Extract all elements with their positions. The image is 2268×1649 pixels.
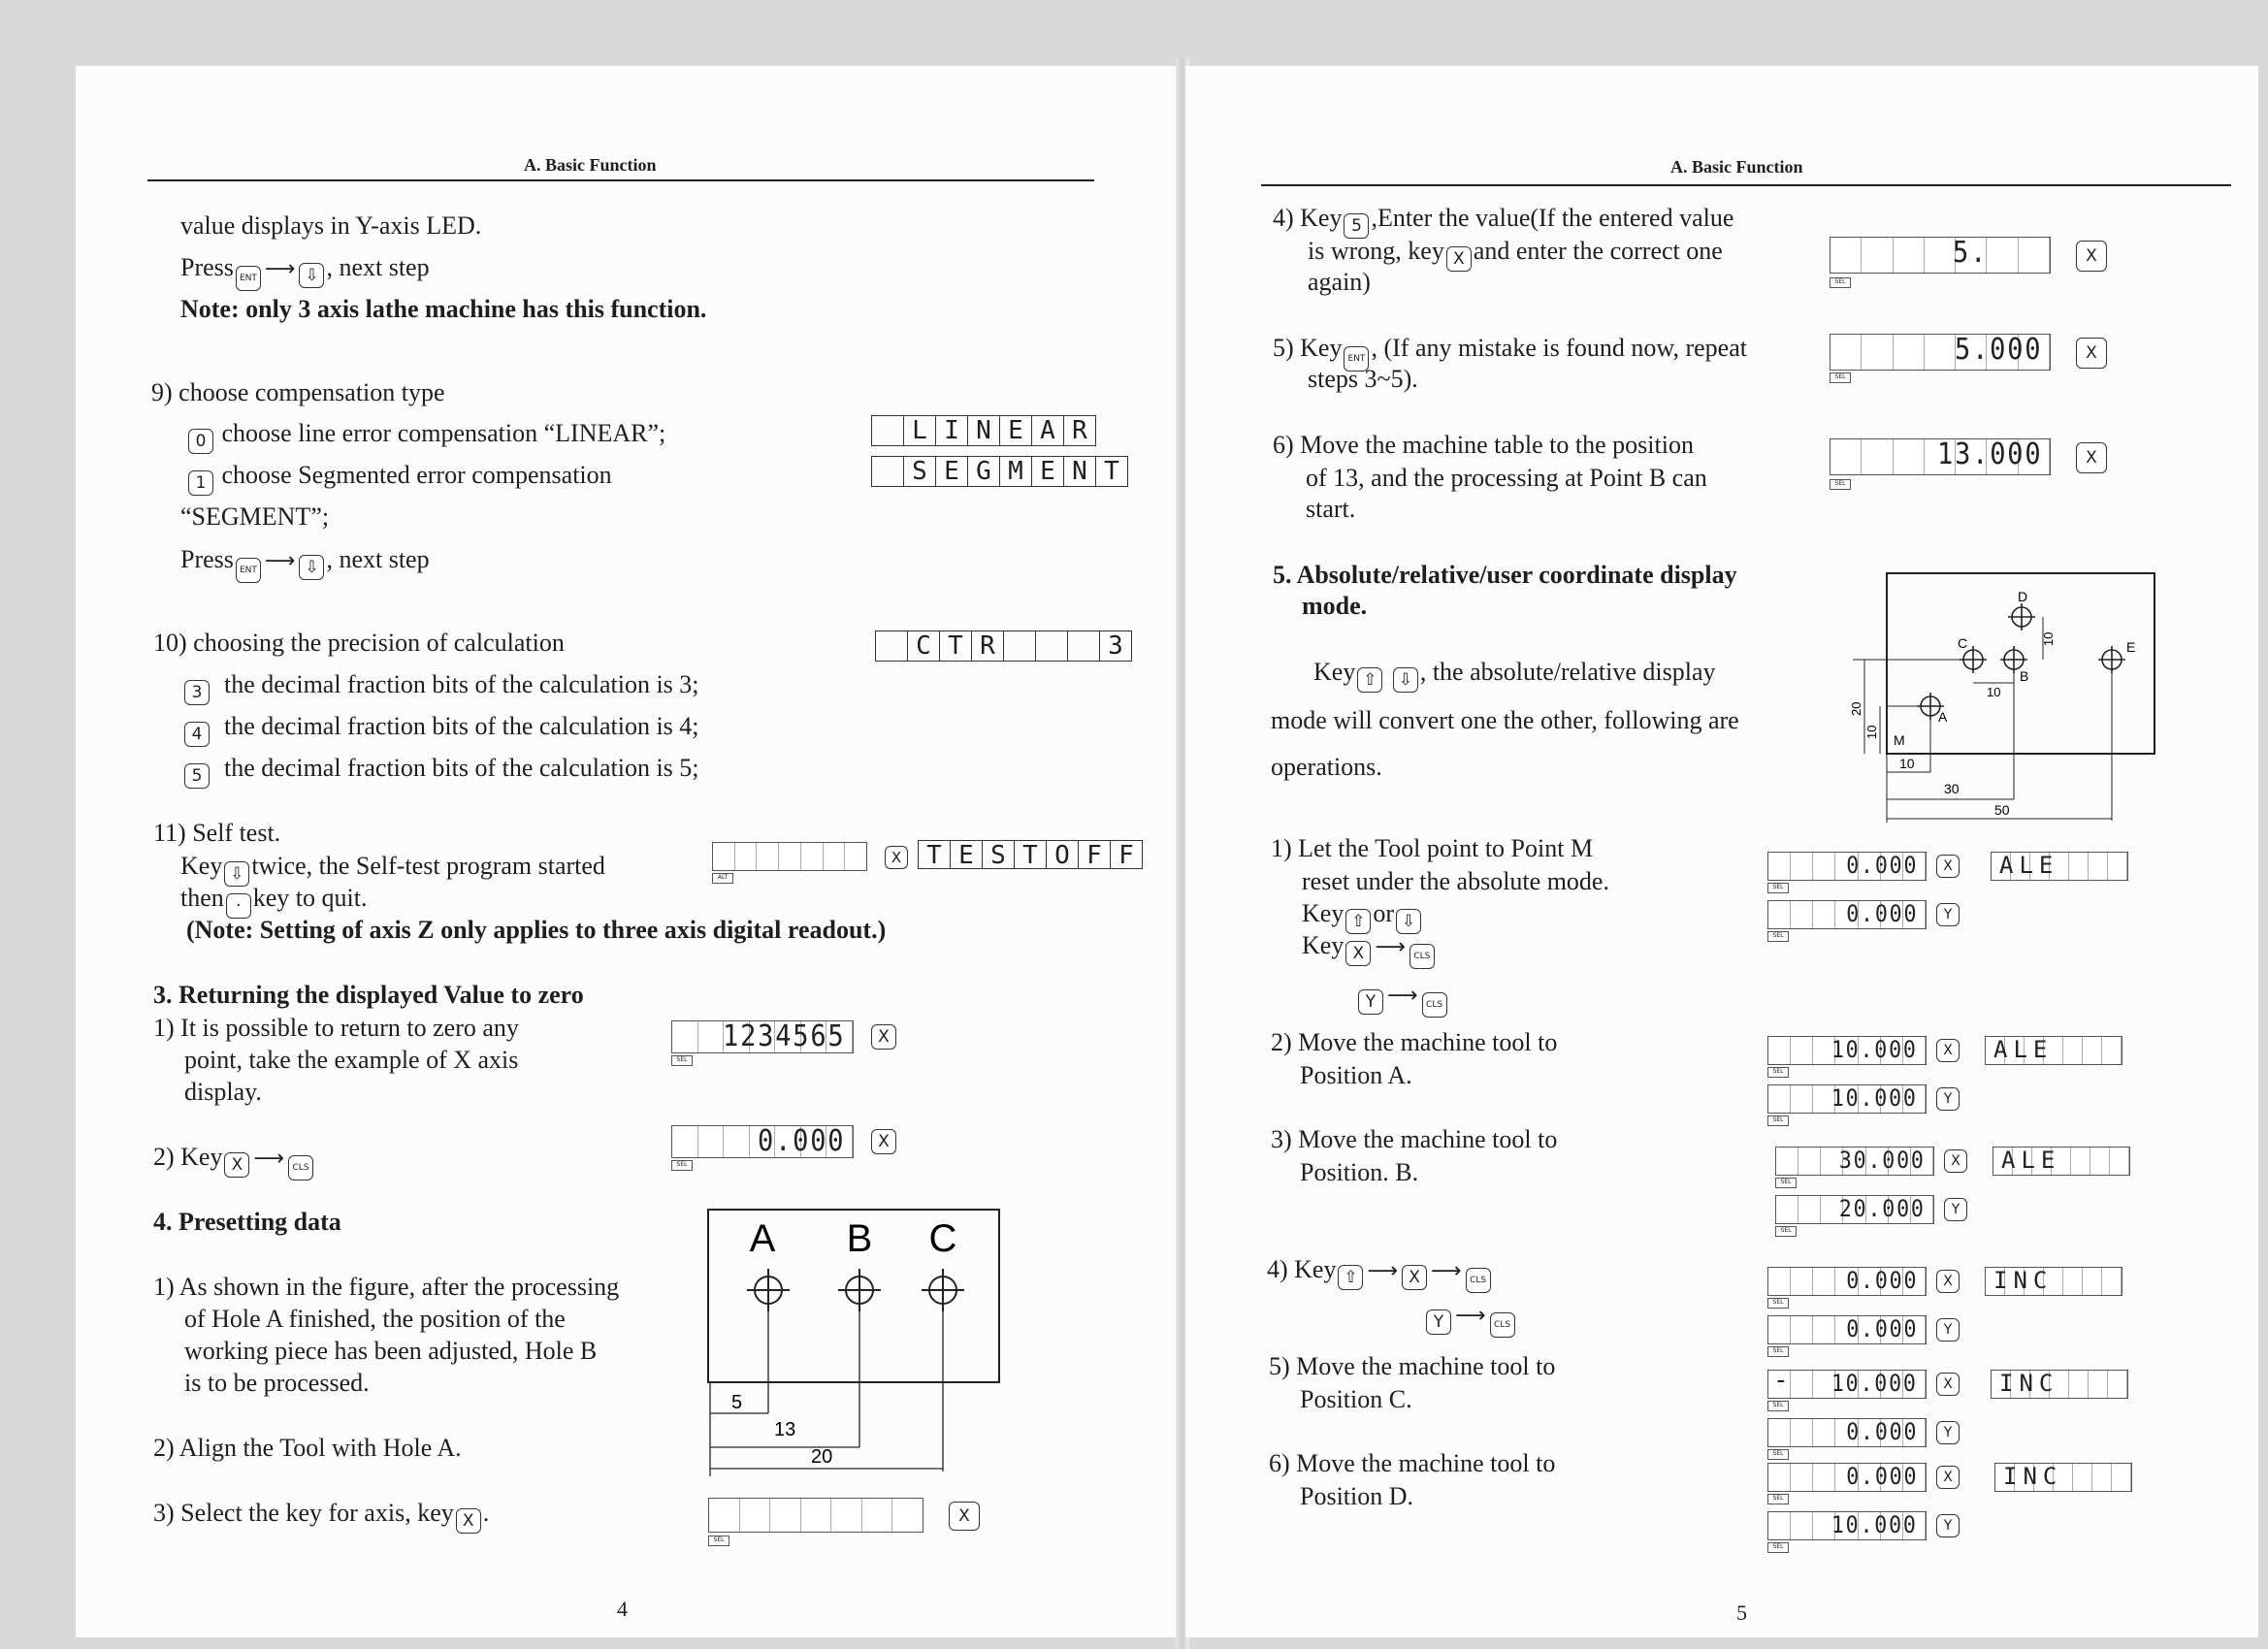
x-key-icon: X [1936,1039,1960,1062]
press-next-step-1 [180,251,430,291]
x-key-icon: X [1345,941,1371,966]
readout-mode-value: ALE [2001,1147,2061,1174]
self-test-note: (Note: Setting of axis Z only applies to three axis digital readout.) [186,916,887,944]
readout-y-1 [1767,900,1927,929]
arrow-icon: ⟶ [253,1147,285,1171]
s3-1-line2: point, take the example of X axis [184,1046,519,1074]
label-c: C [1958,635,1968,651]
readout-x-6 [1767,1463,1927,1492]
y-key-icon: Y [1936,1087,1960,1111]
x-key-icon: X [456,1508,481,1534]
sel-label: SEL [1830,277,1851,288]
sel-label: SEL [1767,1449,1789,1460]
r4-correct-text: and enter the correct one [1473,237,1723,265]
display-char: S [983,841,1015,868]
section-11-title: 11) Self test. [153,819,281,847]
y-key-icon: Y [1936,1514,1960,1537]
section-3-title: 3. Returning the displayed Value to zero [153,981,584,1009]
down-arrow-key-icon: ⇩ [224,861,249,887]
x-key-icon: X [2076,241,2107,272]
hole-b-label: B [846,1217,873,1260]
left-header-rule [147,179,1094,181]
display-char: I [936,416,968,445]
display-char: T [919,841,951,868]
o1-line2: reset under the absolute mode. [1302,867,1609,895]
dim-5: 5 [731,1392,743,1413]
key-label: Key [180,852,223,880]
zero-key-icon: 0 [188,429,213,454]
sel-label: SEL [1767,1542,1789,1553]
alt-label: ALT [712,873,733,884]
key-label: Key [1302,931,1345,959]
sel-label: SEL [1830,479,1851,490]
hole-a-label: A [749,1217,776,1260]
cls-key-icon: CLS [1490,1312,1515,1338]
x-key-icon: X [2076,338,2107,369]
sel-label: SEL [708,1536,729,1546]
empty-x-display [708,1498,923,1533]
display-char: R [972,631,1004,661]
s3-1-line3: display. [184,1078,262,1106]
readout-mode-value: INC [2003,1463,2063,1490]
display-char: E [951,841,983,868]
sel-label: SEL [1767,1067,1789,1078]
x-key-icon: X [1936,1466,1960,1489]
hole-position-figure [698,1205,1009,1476]
next-step-label: , next step [326,545,430,573]
o5-line2: Position C. [1300,1385,1412,1413]
press-label: Press [180,545,234,573]
display-value: 5. [1952,237,1988,270]
down-arrow-key-icon: ⇩ [299,263,324,288]
up-arrow-key-icon: ⇧ [1357,667,1382,693]
dim-dc-10: 10 [2041,631,2056,646]
readout-y-value: 0.000 [1845,900,1918,927]
option-segment-text: choose Segmented error compensation [221,461,612,489]
readout-y-3 [1775,1195,1934,1224]
x-key-icon: X [224,1152,249,1178]
readout-y-value: 0.000 [1845,1315,1918,1342]
testoff-display [918,840,1143,869]
arrow-icon: ⟶ [264,549,296,573]
one-key-icon: 1 [188,470,213,496]
x-key-icon: X [1936,1373,1960,1396]
display-char: G [968,457,1000,486]
display-value: 1234565 [722,1020,845,1053]
sel-label: SEL [671,1160,693,1171]
readout-x-4 [1767,1267,1927,1296]
s3-1-line1: 1) It is possible to return to zero any [153,1014,519,1042]
cls-key-icon: CLS [1466,1268,1491,1293]
sel-label: SEL [1767,1346,1789,1357]
ent-key-icon: ENT [236,266,261,291]
dim-10-horz: 10 [1899,756,1915,771]
x-key-icon: X [1402,1265,1427,1290]
key-label: Key [1313,658,1356,686]
sel-label: SEL [1767,1298,1789,1309]
then-label: then [180,884,224,912]
display-char: E [1032,457,1064,486]
next-step-label: , next step [326,253,430,281]
key-label: Key [1302,899,1345,927]
display-char [872,457,904,486]
quit-text: key to quit. [252,884,368,912]
x-key-icon: X [871,1024,896,1050]
x-key-icon: X [1936,855,1960,878]
readout-mode-value: ALE [1999,852,2059,879]
or-label: or [1373,899,1394,927]
p5-line2: mode will convert one the other, following are [1271,706,1739,734]
sel-label: SEL [1767,1116,1789,1126]
select-key-text: 3) Select the key for axis, key [153,1499,454,1527]
o1-line5 [1356,978,1449,1018]
s3-2 [153,1141,315,1180]
label-a: A [1938,709,1948,725]
section-5-title-line2: mode. [1302,592,1368,620]
section-9-title: 9) choose compensation type [151,378,445,406]
option-segment [186,459,612,496]
readout-x-value: 0.000 [1845,1463,1918,1490]
s4-1-line1: 1) As shown in the figure, after the processing [153,1273,620,1301]
press-next-step-2 [180,543,430,583]
display-char: S [904,457,936,486]
y-key-icon: Y [1944,1198,1967,1221]
readout-x-1 [1767,852,1927,881]
sel-label: SEL [1775,1226,1797,1237]
display-char [1036,631,1068,661]
key-label: 2) Key [153,1143,223,1171]
hole-c-label: C [928,1217,957,1260]
dim-20: 20 [1849,701,1863,716]
precision-3-text: the decimal fraction bits of the calculation is 3; [224,670,699,698]
readout-x-2 [1767,1036,1927,1065]
display-char: F [1118,841,1134,870]
s4-2: 2) Align the Tool with Hole A. [153,1434,462,1462]
arrow-icon: ⟶ [1387,984,1418,1008]
x-key-icon: X [871,1129,896,1154]
three-key-icon: 3 [184,680,210,705]
section-5-title: 5. Absolute/relative/user coordinate display [1273,561,1737,589]
segment-quote: “SEGMENT”; [180,502,330,531]
display-char: A [1032,416,1064,445]
sel-label: SEL [1767,1494,1789,1504]
s4-3: 3) Select the key for axis, key X . [153,1497,489,1534]
y-key-icon: Y [1358,989,1383,1015]
key-label: 4) Key [1273,204,1343,232]
dim-30: 30 [1944,781,1960,796]
dim-10-vert: 10 [1864,725,1879,739]
text-y-axis-led: value displays in Y-axis LED. [180,211,482,240]
y-key-icon: Y [1936,903,1960,926]
ctr-display [875,630,1132,662]
linear-display [871,415,1096,446]
left-page-header: A. Basic Function [524,155,657,175]
segment-display [871,456,1128,487]
display-char [1068,631,1100,661]
ent-key-icon: ENT [236,558,261,583]
readout-y-value: 10.000 [1831,1084,1918,1112]
readout-y-value: 0.000 [1845,1418,1918,1445]
readout-mode-4 [1985,1267,2122,1296]
label-d: D [2018,589,2028,604]
key-label: 4) Key [1267,1255,1337,1283]
y-key-icon: Y [1936,1318,1960,1342]
arrow-icon: ⟶ [1431,1259,1462,1283]
sel-label: SEL [1767,883,1789,893]
display-1234565 [671,1020,854,1053]
precision-4-text: the decimal fraction bits of the calculation is 4; [224,712,699,740]
s4-1-line2: of Hole A finished, the position of the [184,1305,566,1333]
display-r6 [1830,438,2051,475]
readout-y-6 [1767,1511,1927,1540]
down-arrow-key-icon: ⇩ [1393,667,1418,693]
cls-key-icon: CLS [288,1155,313,1180]
sel-label: SEL [1767,1401,1789,1411]
readout-mode-1 [1991,852,2128,881]
o1-line4 [1302,929,1437,969]
sel-label: SEL [1767,931,1789,942]
sel-label: SEL [1830,372,1851,383]
display-char [872,416,904,445]
self-test-twice-text: twice, the Self-test program started [251,852,605,880]
readout-mode-5 [1991,1370,2128,1399]
o2-line2: Position A. [1300,1061,1412,1089]
label-m: M [1894,732,1905,748]
display-char: M [1000,457,1032,486]
display-char: E [1000,416,1032,445]
note-3-axis-lathe: Note: only 3 axis lathe machine has this function. [180,295,707,323]
display-char: 3 [1108,631,1123,661]
left-page-number: 4 [617,1597,628,1621]
readout-x-5 [1767,1370,1927,1399]
readout-mode-value: INC [1993,1267,2054,1294]
readout-x-value: 0.000 [1845,1267,1918,1294]
display-char: N [968,416,1000,445]
precision-3 [182,668,699,705]
x-key-icon: X [2076,442,2107,473]
display-char: O [1047,841,1079,868]
display-r5 [1830,334,2051,371]
readout-x-value: 30.000 [1839,1147,1926,1174]
option-linear [186,417,665,454]
readout-y-value: 20.000 [1839,1195,1926,1222]
precision-5 [182,752,699,789]
readout-mode-3 [1993,1147,2130,1176]
down-arrow-key-icon: ⇩ [299,555,324,580]
o6-line1: 6) Move the machine tool to [1269,1449,1556,1477]
readout-y-value: 10.000 [1831,1511,1918,1538]
s4-1-line4: is to be processed. [184,1369,370,1397]
o6-line2: Position D. [1300,1482,1414,1510]
dim-50: 50 [1994,802,2010,818]
display-char: N [1064,457,1096,486]
display-char: R [1072,416,1087,445]
r6-line1: 6) Move the machine table to the position [1273,431,1694,459]
readout-x-3 [1775,1147,1934,1176]
sel-label: SEL [1775,1178,1797,1188]
up-arrow-key-icon: ⇧ [1345,909,1371,934]
ent-key-icon: ENT [1344,346,1369,372]
self-test-blank-display [712,842,867,871]
readout-y-2 [1767,1084,1927,1114]
display-char: C [908,631,940,661]
o4-line2 [1424,1298,1517,1338]
display-value: 0.000 [757,1125,845,1158]
cls-key-icon: CLS [1409,944,1435,969]
y-key-icon: Y [1936,1421,1960,1444]
readout-mode-value: INC [1999,1370,2059,1397]
arrow-icon: ⟶ [1455,1304,1486,1328]
display-value: 13.000 [1936,438,2042,471]
dim-20: 20 [811,1446,833,1468]
display-value: 5.000 [1954,334,2042,367]
five-key-icon: 5 [184,763,210,789]
x-key-icon: X [1936,1270,1960,1293]
right-page-number: 5 [1736,1600,1747,1625]
five-key-icon: 5 [1344,213,1369,239]
arrow-icon: ⟶ [1367,1259,1399,1283]
dim-cb-10: 10 [1987,685,2001,699]
x-key-icon: X [949,1502,980,1531]
display-char: L [904,416,936,445]
r5-line2: steps 3~5). [1308,365,1418,393]
readout-y-4 [1767,1315,1927,1344]
display-char: T [1104,457,1119,486]
up-arrow-key-icon: ⇧ [1338,1265,1363,1290]
arrow-icon: ⟶ [264,257,296,281]
p5-text: , the absolute/relative display [1419,658,1716,686]
press-label: Press [180,253,234,281]
p5-line1 [1313,656,1716,693]
option-linear-text: choose line error compensation “LINEAR”; [221,419,666,447]
readout-x-value: 10.000 [1831,1370,1918,1397]
display-char: F [1079,841,1111,868]
right-header-rule [1261,184,2231,186]
x-key-icon: X [885,846,908,869]
x-key-icon: X [1944,1149,1967,1173]
r4-line3: again) [1308,268,1371,296]
readout-x-value: 0.000 [1845,852,1918,879]
y-key-icon: Y [1426,1310,1451,1335]
readout-x-value: 10.000 [1831,1036,1918,1063]
readout-y-5 [1767,1418,1927,1447]
arrow-icon: ⟶ [1375,935,1406,959]
key-label: 5) Key [1273,334,1343,362]
x-key-icon: X [1446,246,1472,272]
r4-wrong-text: is wrong, key [1308,237,1444,265]
coordinate-figure [1814,568,2163,830]
display-zero [671,1125,854,1158]
r6-line2: of 13, and the processing at Point B can [1306,464,1707,492]
s4-1-line3: working piece has been adjusted, Hole B [184,1337,598,1365]
cls-key-icon: CLS [1422,992,1447,1018]
label-b: B [2020,668,2029,684]
display-char [1004,631,1036,661]
display-r4 [1830,237,2051,274]
display-char: T [940,631,972,661]
display-char: T [1015,841,1047,868]
p5-line3: operations. [1271,753,1382,781]
precision-4 [182,710,699,747]
o3-line1: 3) Move the machine tool to [1271,1125,1558,1153]
sel-label: SEL [671,1055,693,1066]
dim-13: 13 [774,1419,796,1440]
r5-text: , (If any mistake is found now, repeat [1371,334,1747,362]
section-4-title: 4. Presetting data [153,1208,341,1236]
readout-mode-value: ALE [1993,1036,2054,1063]
o5-line1: 5) Move the machine tool to [1269,1352,1556,1380]
readout-sign: - [1773,1366,1789,1395]
r4-line1 [1273,202,1733,239]
display-char: E [936,457,968,486]
dot-key-icon: · [226,893,251,919]
o2-line1: 2) Move the machine tool to [1271,1028,1558,1056]
right-page-header: A. Basic Function [1670,157,1803,177]
section-10-title: 10) choosing the precision of calculation [153,629,565,657]
r6-line3: start. [1306,495,1356,523]
down-arrow-key-icon: ⇩ [1396,909,1421,934]
o1-line1: 1) Let the Tool point to Point M [1271,834,1594,862]
o4-line1 [1267,1253,1493,1293]
o3-line2: Position. B. [1300,1158,1419,1186]
label-e: E [2126,639,2136,655]
r4-text: ,Enter the value(If the entered value [1371,204,1734,232]
readout-mode-6 [1994,1463,2132,1492]
readout-mode-2 [1985,1036,2122,1065]
precision-5-text: the decimal fraction bits of the calculation is 5; [224,754,699,782]
display-char [876,631,908,661]
four-key-icon: 4 [184,722,210,747]
